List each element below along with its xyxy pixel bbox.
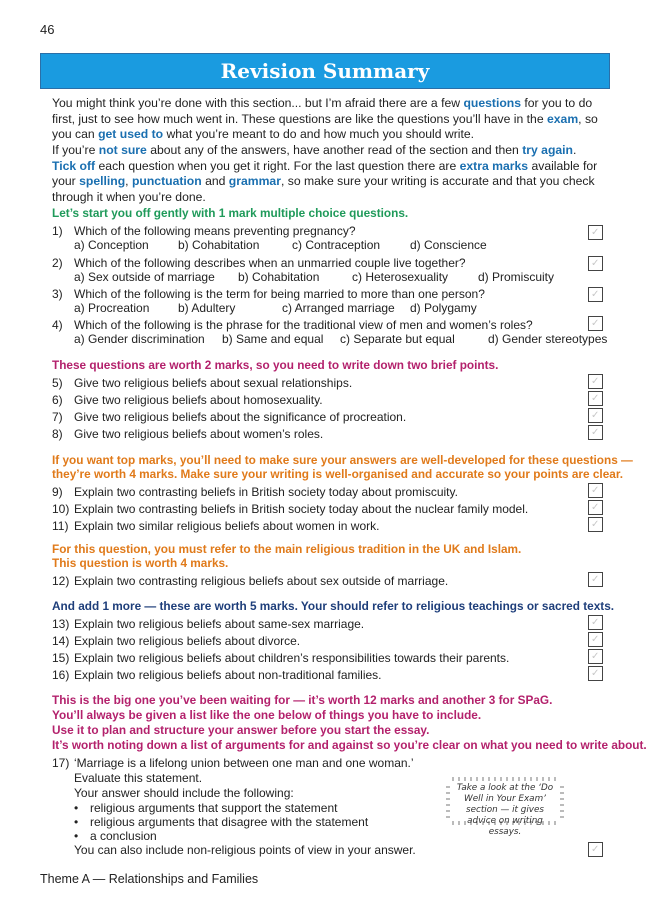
- tick-icon: ✓: [591, 634, 600, 645]
- question-number: 9): [52, 485, 63, 499]
- q3-option-a: a) Procreation: [74, 301, 150, 315]
- tick-icon: ✓: [591, 393, 600, 404]
- question-number: 15): [52, 651, 70, 665]
- tick-box[interactable]: [588, 666, 603, 681]
- question-17: [52, 756, 414, 771]
- tick-icon: ✓: [591, 227, 600, 238]
- question-text: Which of the following describes when an unmarried couple live together?: [74, 256, 466, 270]
- intro-highlight: try again: [522, 143, 574, 157]
- q1-option-a: a) Conception: [74, 238, 149, 252]
- section-heading-mcq: Let’s start you off gently with 1 mark multiple choice questions.: [52, 206, 409, 220]
- question-6: [52, 393, 323, 408]
- question-number: 12): [52, 574, 70, 588]
- tick-box[interactable]: [588, 632, 603, 647]
- title-banner: [40, 53, 610, 89]
- tick-box[interactable]: [588, 842, 603, 857]
- question-1: [52, 224, 356, 239]
- tick-icon: ✓: [591, 574, 600, 585]
- intro-text: , so make sure your writing is accurate and that you check through it when you’re done.: [52, 174, 595, 204]
- q17-bullet-2: [74, 815, 368, 830]
- tick-icon: ✓: [591, 410, 600, 421]
- tick-icon: ✓: [591, 651, 600, 662]
- q4-option-b: b) Same and equal: [222, 332, 324, 346]
- bullet-text: religious arguments that disagree with the statement: [90, 815, 369, 829]
- question-5: [52, 376, 352, 391]
- question-text: Explain two religious beliefs about children’s responsibilities towards their parents.: [74, 651, 510, 665]
- question-7: [52, 410, 406, 425]
- tick-icon: ✓: [591, 502, 600, 513]
- q1-option-d: d) Conscience: [410, 238, 487, 252]
- tick-box[interactable]: [588, 256, 603, 271]
- q1-option-c: c) Contraception: [292, 238, 381, 252]
- intro-text: what you’re meant to do and how much you should write.: [163, 127, 475, 141]
- question-number: 3): [52, 287, 63, 301]
- tick-box[interactable]: [588, 425, 603, 440]
- intro-text: each question when you get it right. For the last question there are: [95, 158, 460, 173]
- question-number: 7): [52, 410, 63, 424]
- tick-box[interactable]: [588, 374, 603, 389]
- tick-box[interactable]: [588, 408, 603, 423]
- tick-box[interactable]: [588, 649, 603, 664]
- question-number: 10): [52, 502, 70, 516]
- tip-text: Take a look at the ‘Do Well in Your Exam’ section — it gives advice on writing essays.: [456, 783, 554, 837]
- question-number: 16): [52, 668, 70, 682]
- section-heading-4-marks-line2: they’re worth 4 marks. Make sure your writing is well-organised and accurate so your points are clear.: [52, 467, 624, 481]
- section-heading-12-marks-line4: It’s worth noting down a list of arguments for and against so you’re clear on what you need to write about.: [52, 738, 647, 752]
- question-text: Which of the following is the phrase for the traditional view of men and women’s roles?: [74, 318, 533, 332]
- intro-text: for you to do first, just to see how much went in. These questions are like the questions you’ll have in the: [52, 96, 593, 126]
- q17-also: You can also include non-religious points of view in your answer.: [74, 843, 416, 857]
- section-heading-2-marks: These questions are worth 2 marks, so you need to write down two brief points.: [52, 358, 499, 372]
- q3-option-c: c) Arranged marriage: [282, 301, 395, 315]
- q2-option-b: b) Cohabitation: [238, 270, 320, 284]
- tick-icon: ✓: [591, 668, 600, 679]
- intro-highlight: questions: [463, 96, 521, 110]
- footer-theme: Theme A — Relationships and Families: [40, 872, 259, 886]
- question-number: 5): [52, 376, 63, 390]
- question-number: 8): [52, 427, 63, 441]
- tick-box[interactable]: [588, 615, 603, 630]
- tick-icon: ✓: [591, 844, 600, 855]
- q3-option-d: d) Polygamy: [410, 301, 477, 315]
- question-statement: ‘Marriage is a lifelong union between one man and one woman.’: [74, 756, 414, 770]
- bullet: •: [74, 829, 79, 843]
- q1-option-b: b) Cohabitation: [178, 238, 260, 252]
- intro-highlight: not sure: [98, 143, 147, 157]
- intro-text: You might think you’re done with this section... but I’m afraid there are a few: [52, 96, 464, 110]
- bullet-text: a conclusion: [90, 829, 157, 843]
- page-number: 46: [40, 22, 55, 37]
- question-text: Give two religious beliefs about homosexuality.: [74, 393, 323, 407]
- question-2: [52, 256, 466, 271]
- question-number: 17): [52, 756, 70, 770]
- q17-bullet-3: [74, 829, 157, 844]
- intro-highlight: punctuation: [131, 174, 202, 188]
- tick-box[interactable]: [588, 316, 603, 331]
- tick-icon: ✓: [591, 427, 600, 438]
- intro-highlight: exam: [547, 111, 579, 126]
- q4-option-d: d) Gender stereotypes: [488, 332, 608, 346]
- question-text: Which of the following means preventing pregnancy?: [74, 224, 356, 238]
- section-heading-uk-islam-line1: For this question, you must refer to the main religious tradition in the UK and Islam.: [52, 542, 522, 556]
- tick-icon: ✓: [591, 617, 600, 628]
- bullet: •: [74, 815, 79, 829]
- intro-highlight: get used to: [98, 127, 164, 141]
- tick-icon: ✓: [591, 258, 600, 269]
- tick-box[interactable]: [588, 483, 603, 498]
- question-text: Which of the following is the term for being married to more than one person?: [74, 287, 485, 301]
- q3-option-b: b) Adultery: [178, 301, 236, 315]
- question-3: [52, 287, 485, 302]
- q17-bullet-1: [74, 801, 337, 816]
- bullet: •: [74, 801, 79, 815]
- tick-icon: ✓: [591, 318, 600, 329]
- tick-icon: ✓: [591, 376, 600, 387]
- question-text: Explain two religious beliefs about divorce.: [74, 634, 301, 648]
- page-title: Revision Summary: [220, 59, 430, 83]
- intro-text: , so you can: [52, 111, 598, 141]
- question-number: 6): [52, 393, 63, 407]
- tick-icon: ✓: [591, 485, 600, 496]
- question-10: [52, 502, 528, 517]
- question-9: [52, 485, 458, 500]
- question-16: [52, 668, 382, 683]
- question-number: 1): [52, 224, 63, 238]
- question-8: [52, 427, 323, 442]
- tick-box[interactable]: [588, 287, 603, 302]
- section-heading-uk-islam-line2: This question is worth 4 marks.: [52, 556, 229, 570]
- question-number: 14): [52, 634, 70, 648]
- question-text: Explain two contrasting beliefs in British society today about the nuclear family model.: [74, 502, 529, 516]
- question-number: 13): [52, 617, 70, 631]
- intro-paragraph-2: [52, 143, 600, 205]
- tick-box[interactable]: [588, 391, 603, 406]
- q17-include: Your answer should include the following:: [74, 786, 294, 800]
- intro-paragraph-1: [52, 96, 600, 143]
- q2-option-c: c) Heterosexuality: [352, 270, 449, 284]
- question-13: [52, 617, 364, 632]
- question-number: 4): [52, 318, 63, 332]
- q2-option-a: a) Sex outside of marriage: [74, 270, 215, 284]
- question-text: Give two religious beliefs about women’s roles.: [74, 427, 324, 441]
- section-heading-4-marks-line1: If you want top marks, you’ll need to make sure your answers are well-developed for these questions —: [52, 453, 633, 467]
- intro-text: available for your: [52, 158, 598, 188]
- question-14: [52, 634, 300, 649]
- q17-evaluate: Evaluate this statement.: [74, 771, 203, 785]
- question-text: Give two religious beliefs about the significance of procreation.: [74, 410, 407, 424]
- tick-box[interactable]: [588, 572, 603, 587]
- intro-text: .: [573, 143, 577, 157]
- tick-box[interactable]: [588, 500, 603, 515]
- section-heading-12-marks-line3: Use it to plan and structure your answer before you start the essay.: [52, 723, 430, 737]
- intro-highlight: Tick off: [52, 158, 96, 173]
- question-text: Explain two religious beliefs about same-sex marriage.: [74, 617, 365, 631]
- intro-highlight: spelling: [79, 174, 126, 188]
- tick-box[interactable]: [588, 517, 603, 532]
- question-text: Explain two contrasting religious beliefs about sex outside of marriage.: [74, 574, 449, 588]
- tick-icon: ✓: [591, 289, 600, 300]
- question-text: Explain two religious beliefs about non-traditional families.: [74, 668, 382, 682]
- section-heading-12-marks-line2: You’ll always be given a list like the one below of things you have to include.: [52, 708, 482, 722]
- question-text: Explain two contrasting beliefs in British society today about promiscuity.: [74, 485, 458, 499]
- section-heading-12-marks-line1: This is the big one you’ve been waiting for — it’s worth 12 marks and another 3 for SPaG.: [52, 693, 553, 707]
- bullet-text: religious arguments that support the statement: [90, 801, 338, 815]
- question-11: [52, 519, 379, 534]
- intro-text: ,: [125, 174, 132, 188]
- tip-callout: [445, 775, 565, 837]
- intro-text: If you’re: [52, 143, 99, 157]
- q4-option-c: c) Separate but equal: [340, 332, 455, 346]
- question-number: 2): [52, 256, 63, 270]
- intro-text: about any of the answers, have another read of the section and then: [146, 143, 523, 157]
- intro-text: and: [201, 174, 229, 188]
- tick-box[interactable]: [588, 225, 603, 240]
- intro-highlight: extra marks: [459, 158, 529, 173]
- q4-option-a: a) Gender discrimination: [74, 332, 205, 346]
- question-text: Give two religious beliefs about sexual relationships.: [74, 376, 353, 390]
- question-text: Explain two similar religious beliefs about women in work.: [74, 519, 380, 533]
- section-heading-5-marks: And add 1 more — these are worth 5 marks. Your should refer to religious teachings or sacred texts.: [52, 599, 615, 613]
- question-number: 11): [52, 519, 69, 533]
- question-15: [52, 651, 509, 666]
- question-4: [52, 318, 533, 333]
- q2-option-d: d) Promiscuity: [478, 270, 555, 284]
- question-12: [52, 574, 448, 589]
- intro-highlight: grammar: [228, 174, 281, 188]
- tick-icon: ✓: [591, 519, 600, 530]
